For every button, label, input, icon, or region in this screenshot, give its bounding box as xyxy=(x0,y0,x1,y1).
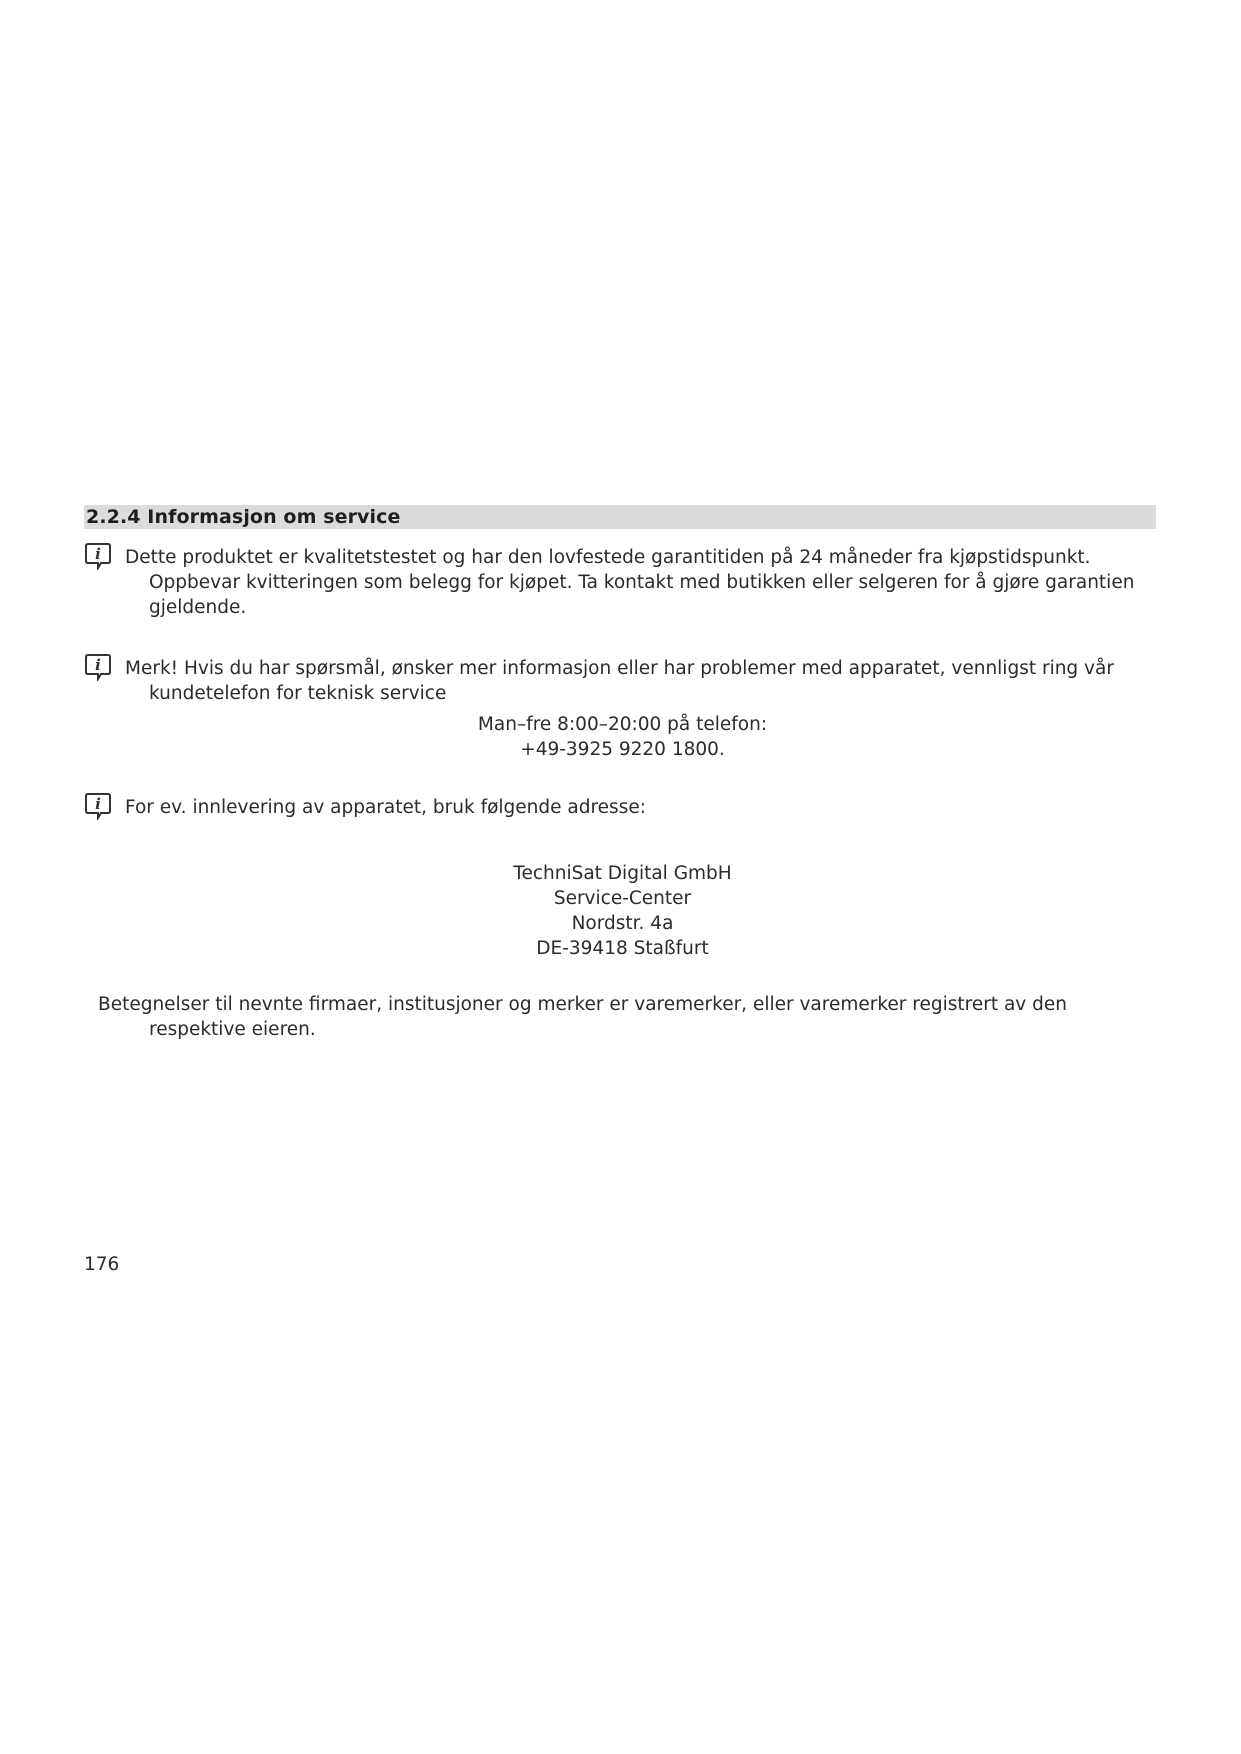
svg-text:i: i xyxy=(95,795,101,813)
trademark-line: respektive eieren. xyxy=(149,1019,316,1040)
info-icon xyxy=(84,542,112,570)
note-text-line: gjeldende. xyxy=(149,597,247,618)
info-icon xyxy=(84,653,112,681)
trademark-notice xyxy=(98,992,1158,1042)
note-text-line: For ev. innlevering av apparatet, bruk følgende adresse: xyxy=(125,797,646,818)
service-hours xyxy=(2,712,1241,762)
service-phone-number: +49-3925 9220 1800. xyxy=(520,739,725,760)
address-company: TechniSat Digital GmbH xyxy=(513,863,732,884)
section-heading: 2.2.4 Informasjon om service xyxy=(84,505,1156,529)
info-icon xyxy=(84,792,112,820)
service-hours-text: Man–fre 8:00–20:00 på telefon: xyxy=(477,714,768,735)
address-street: Nordstr. 4a xyxy=(571,913,674,934)
svg-text:i: i xyxy=(95,656,101,674)
page-number: 176 xyxy=(84,1254,120,1275)
note-text-line: Dette produktet er kvalitetstestet og har den lovfestede garantitiden på 24 måneder fra kjøpstidspunkt. xyxy=(125,547,1091,568)
svg-text:i: i xyxy=(95,545,101,563)
address-city: DE-39418 Staßfurt xyxy=(536,938,709,959)
note-text-line: Oppbevar kvitteringen som belegg for kjøpet. Ta kontakt med butikken eller selgeren for å gjøre garantien xyxy=(149,572,1135,593)
note-text-line: Merk! Hvis du har spørsmål, ønsker mer informasjon eller har problemer med apparatet, vennligst ring vår xyxy=(125,658,1114,679)
note-text-line: kundetelefon for teknisk service xyxy=(149,683,447,704)
trademark-line: Betegnelser til nevnte firmaer, institusjoner og merker er varemerker, eller varemerker registrert av den xyxy=(98,994,1067,1015)
service-address xyxy=(2,861,1241,961)
address-department: Service-Center xyxy=(553,888,692,909)
